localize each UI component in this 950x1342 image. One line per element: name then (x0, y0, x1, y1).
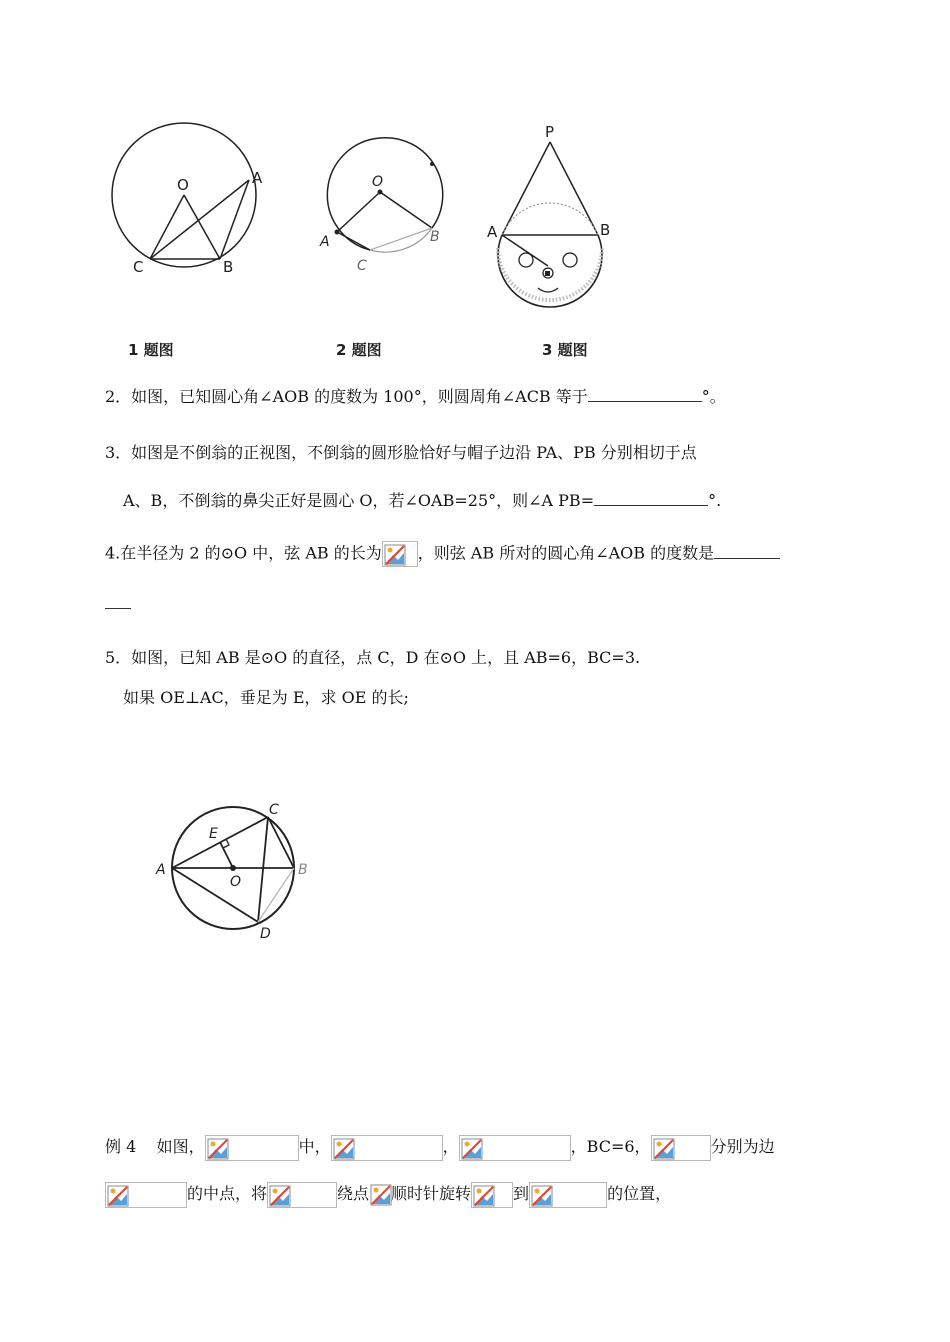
fig5-label-o: O (230, 874, 242, 890)
broken-image-icon (331, 1135, 443, 1161)
question-5-line-2: 如果 OE⊥AC，垂足为 E，求 OE 的长; (123, 688, 409, 707)
fig2-label-o: O (372, 174, 384, 190)
fig1-caption: 1 题图 (128, 341, 174, 359)
fig3-label-p: P (545, 123, 555, 141)
q2-answer-blank[interactable] (588, 387, 702, 402)
figure-2 (310, 128, 460, 278)
q2-suffix: °。 (701, 387, 726, 406)
fig3-caption: 3 题图 (542, 341, 588, 359)
fig3-label-a: A (487, 223, 498, 241)
broken-image-icon (105, 1182, 187, 1208)
ex4-t3: ， (442, 1137, 459, 1156)
fig5-label-c: C (269, 802, 279, 818)
fig3-label-b: B (600, 221, 611, 239)
broken-image-icon (382, 541, 418, 567)
fig1-label-o: O (177, 176, 189, 194)
q4-prefix: 4.在半径为 2 的⊙O 中，弦 AB 的长为 (105, 543, 382, 563)
q4-answer-blank[interactable] (714, 544, 780, 559)
broken-image-icon (529, 1182, 607, 1208)
example-4-line-2 (105, 1180, 671, 1208)
question-5-line-1: 5．如图，已知 AB 是⊙O 的直径，点 C，D 在⊙O 上，且 AB=6，BC=3. (105, 648, 641, 667)
figure-3 (478, 120, 628, 320)
question-3-line-2 (123, 490, 721, 512)
fig1-label-b: B (223, 258, 234, 276)
q2-text: 2．如图，已知圆心角∠AOB 的度数为 100°，则圆周角∠ACB 等于 (105, 387, 588, 406)
ex4-t9: 到 (513, 1184, 530, 1203)
fig5-label-e: E (209, 826, 218, 842)
ex4-t5: 分别为边 (710, 1137, 775, 1156)
fig5-label-d: D (260, 926, 271, 940)
example-4-line-1 (105, 1133, 775, 1161)
q4-answer-blank-continued[interactable] (105, 608, 131, 609)
fig2-label-c: C (357, 258, 367, 274)
fig2-label-a: A (320, 234, 330, 250)
fig2-caption: 2 题图 (336, 341, 382, 359)
broken-image-icon (267, 1182, 337, 1208)
fig5-label-a: A (156, 862, 166, 878)
ex4-t6: 的中点，将 (187, 1184, 268, 1203)
q3-text: A、B，不倒翁的鼻尖正好是圆心 O，若∠OAB=25°，则∠A PB= (123, 491, 595, 510)
figure-1 (100, 120, 280, 285)
broken-image-icon (205, 1135, 299, 1161)
ex4-t7: 绕点 (337, 1184, 370, 1203)
q4-middle: ，则弦 AB 所对的圆心角∠AOB 的度数是 (417, 543, 715, 563)
ex4-t2: 中， (298, 1137, 331, 1156)
question-4 (105, 541, 780, 567)
broken-image-icon (471, 1182, 513, 1208)
fig2-label-b: B (430, 229, 440, 245)
ex4-t4: ，BC=6， (570, 1137, 651, 1156)
broken-image-icon (369, 1182, 391, 1208)
fig5-label-b: B (298, 862, 308, 878)
ex4-t10: 的位置， (607, 1184, 672, 1203)
fig1-label-a: A (252, 169, 263, 187)
question-2 (105, 386, 726, 408)
broken-image-icon (651, 1135, 711, 1161)
broken-image-icon (459, 1135, 571, 1161)
q3-answer-blank[interactable] (594, 491, 708, 506)
q3-suffix: °. (708, 491, 722, 510)
ex4-t1: 如图， (156, 1137, 205, 1156)
ex4-label: 例 4 (105, 1137, 137, 1156)
fig1-label-c: C (133, 258, 144, 276)
question-3-line-1: 3．如图是不倒翁的正视图，不倒翁的圆形脸恰好与帽子边沿 PA、PB 分别相切于点 (105, 443, 697, 462)
figure-5 (150, 800, 320, 940)
ex4-t8: 顺时针旋转 (391, 1184, 472, 1203)
